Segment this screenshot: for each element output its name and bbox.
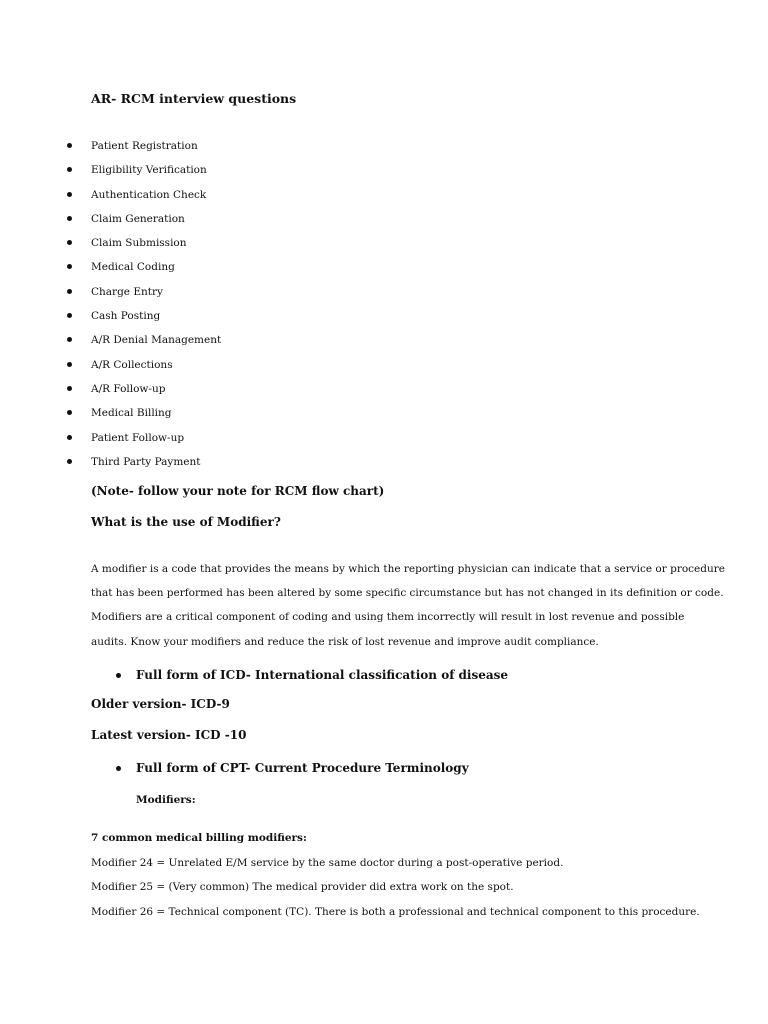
bullet-icon <box>67 192 72 197</box>
modifier-line: Modifier 25 = (Very common) The medical provider did extra work on the spot. <box>91 881 514 893</box>
modifiers-heading: Modifiers: <box>136 794 196 806</box>
topic-label: A/R Denial Management <box>91 334 222 347</box>
document-title: AR- RCM interview questions <box>91 91 297 106</box>
bullet-icon <box>67 362 72 367</box>
topic-label: Claim Submission <box>91 237 187 250</box>
topic-label: Patient Registration <box>91 140 198 152</box>
bullet-icon <box>67 264 72 269</box>
modifier-paragraph <box>91 560 725 657</box>
bullet-icon <box>67 337 72 342</box>
cpt-full-form: Full form of CPT- Current Procedure Terminology <box>136 761 469 775</box>
modifier-line: Modifier 26 = Technical component (TC). There is both a professional and technical component to this procedure. <box>91 906 700 918</box>
bullet-icon <box>67 386 72 391</box>
paragraph-line: Modifiers are a critical component of coding and using them incorrectly will result in lost revenue and possible <box>91 611 685 624</box>
topic-label: Cash Posting <box>91 310 161 323</box>
bullet-icon <box>67 289 72 294</box>
icd-full-form: Full form of ICD- International classification of disease <box>136 668 509 682</box>
older-version: Older version- ICD-9 <box>91 697 230 711</box>
modifier-question-heading: What is the use of Modifier? <box>91 515 281 529</box>
modifier-line: Modifier 24 = Unrelated E/M service by the same doctor during a post-operative period. <box>91 857 564 869</box>
topic-label: Charge Entry <box>91 285 163 298</box>
bullet-icon <box>67 143 72 148</box>
bullet-icon <box>67 435 72 440</box>
topic-label: A/R Collections <box>91 358 173 371</box>
bullet-icon <box>67 459 72 464</box>
topic-label: Medical Coding <box>91 261 175 274</box>
topic-label: A/R Follow-up <box>91 382 166 395</box>
bullet-icon <box>67 313 72 318</box>
paragraph-line: audits. Know your modifiers and reduce the risk of lost revenue and improve audit compliance. <box>91 635 599 648</box>
common-modifiers-heading: 7 common medical billing modifiers: <box>91 832 307 844</box>
bullet-icon <box>67 410 72 415</box>
topic-label: Third Party Payment <box>91 455 201 468</box>
bullet-icon <box>116 673 121 678</box>
topic-label: Medical Billing <box>91 407 172 420</box>
topic-label: Authentication Check <box>91 188 207 201</box>
latest-version: Latest version- ICD -10 <box>91 728 247 742</box>
bullet-icon <box>116 766 121 771</box>
topic-label: Eligibility Verification <box>91 164 207 177</box>
topic-label: Patient Follow-up <box>91 431 185 444</box>
topic-label: Claim Generation <box>91 212 185 225</box>
bullet-icon <box>67 216 72 221</box>
paragraph-line: A modifier is a code that provides the means by which the reporting physician can indicate that a service or procedure <box>91 563 725 575</box>
rcm-note: (Note- follow your note for RCM flow chart) <box>91 484 385 498</box>
bullet-icon <box>67 240 72 245</box>
bullet-icon <box>67 167 72 172</box>
paragraph-line: that has been performed has been altered by some specific circumstance but has not changed in its definition or code. <box>91 587 724 600</box>
